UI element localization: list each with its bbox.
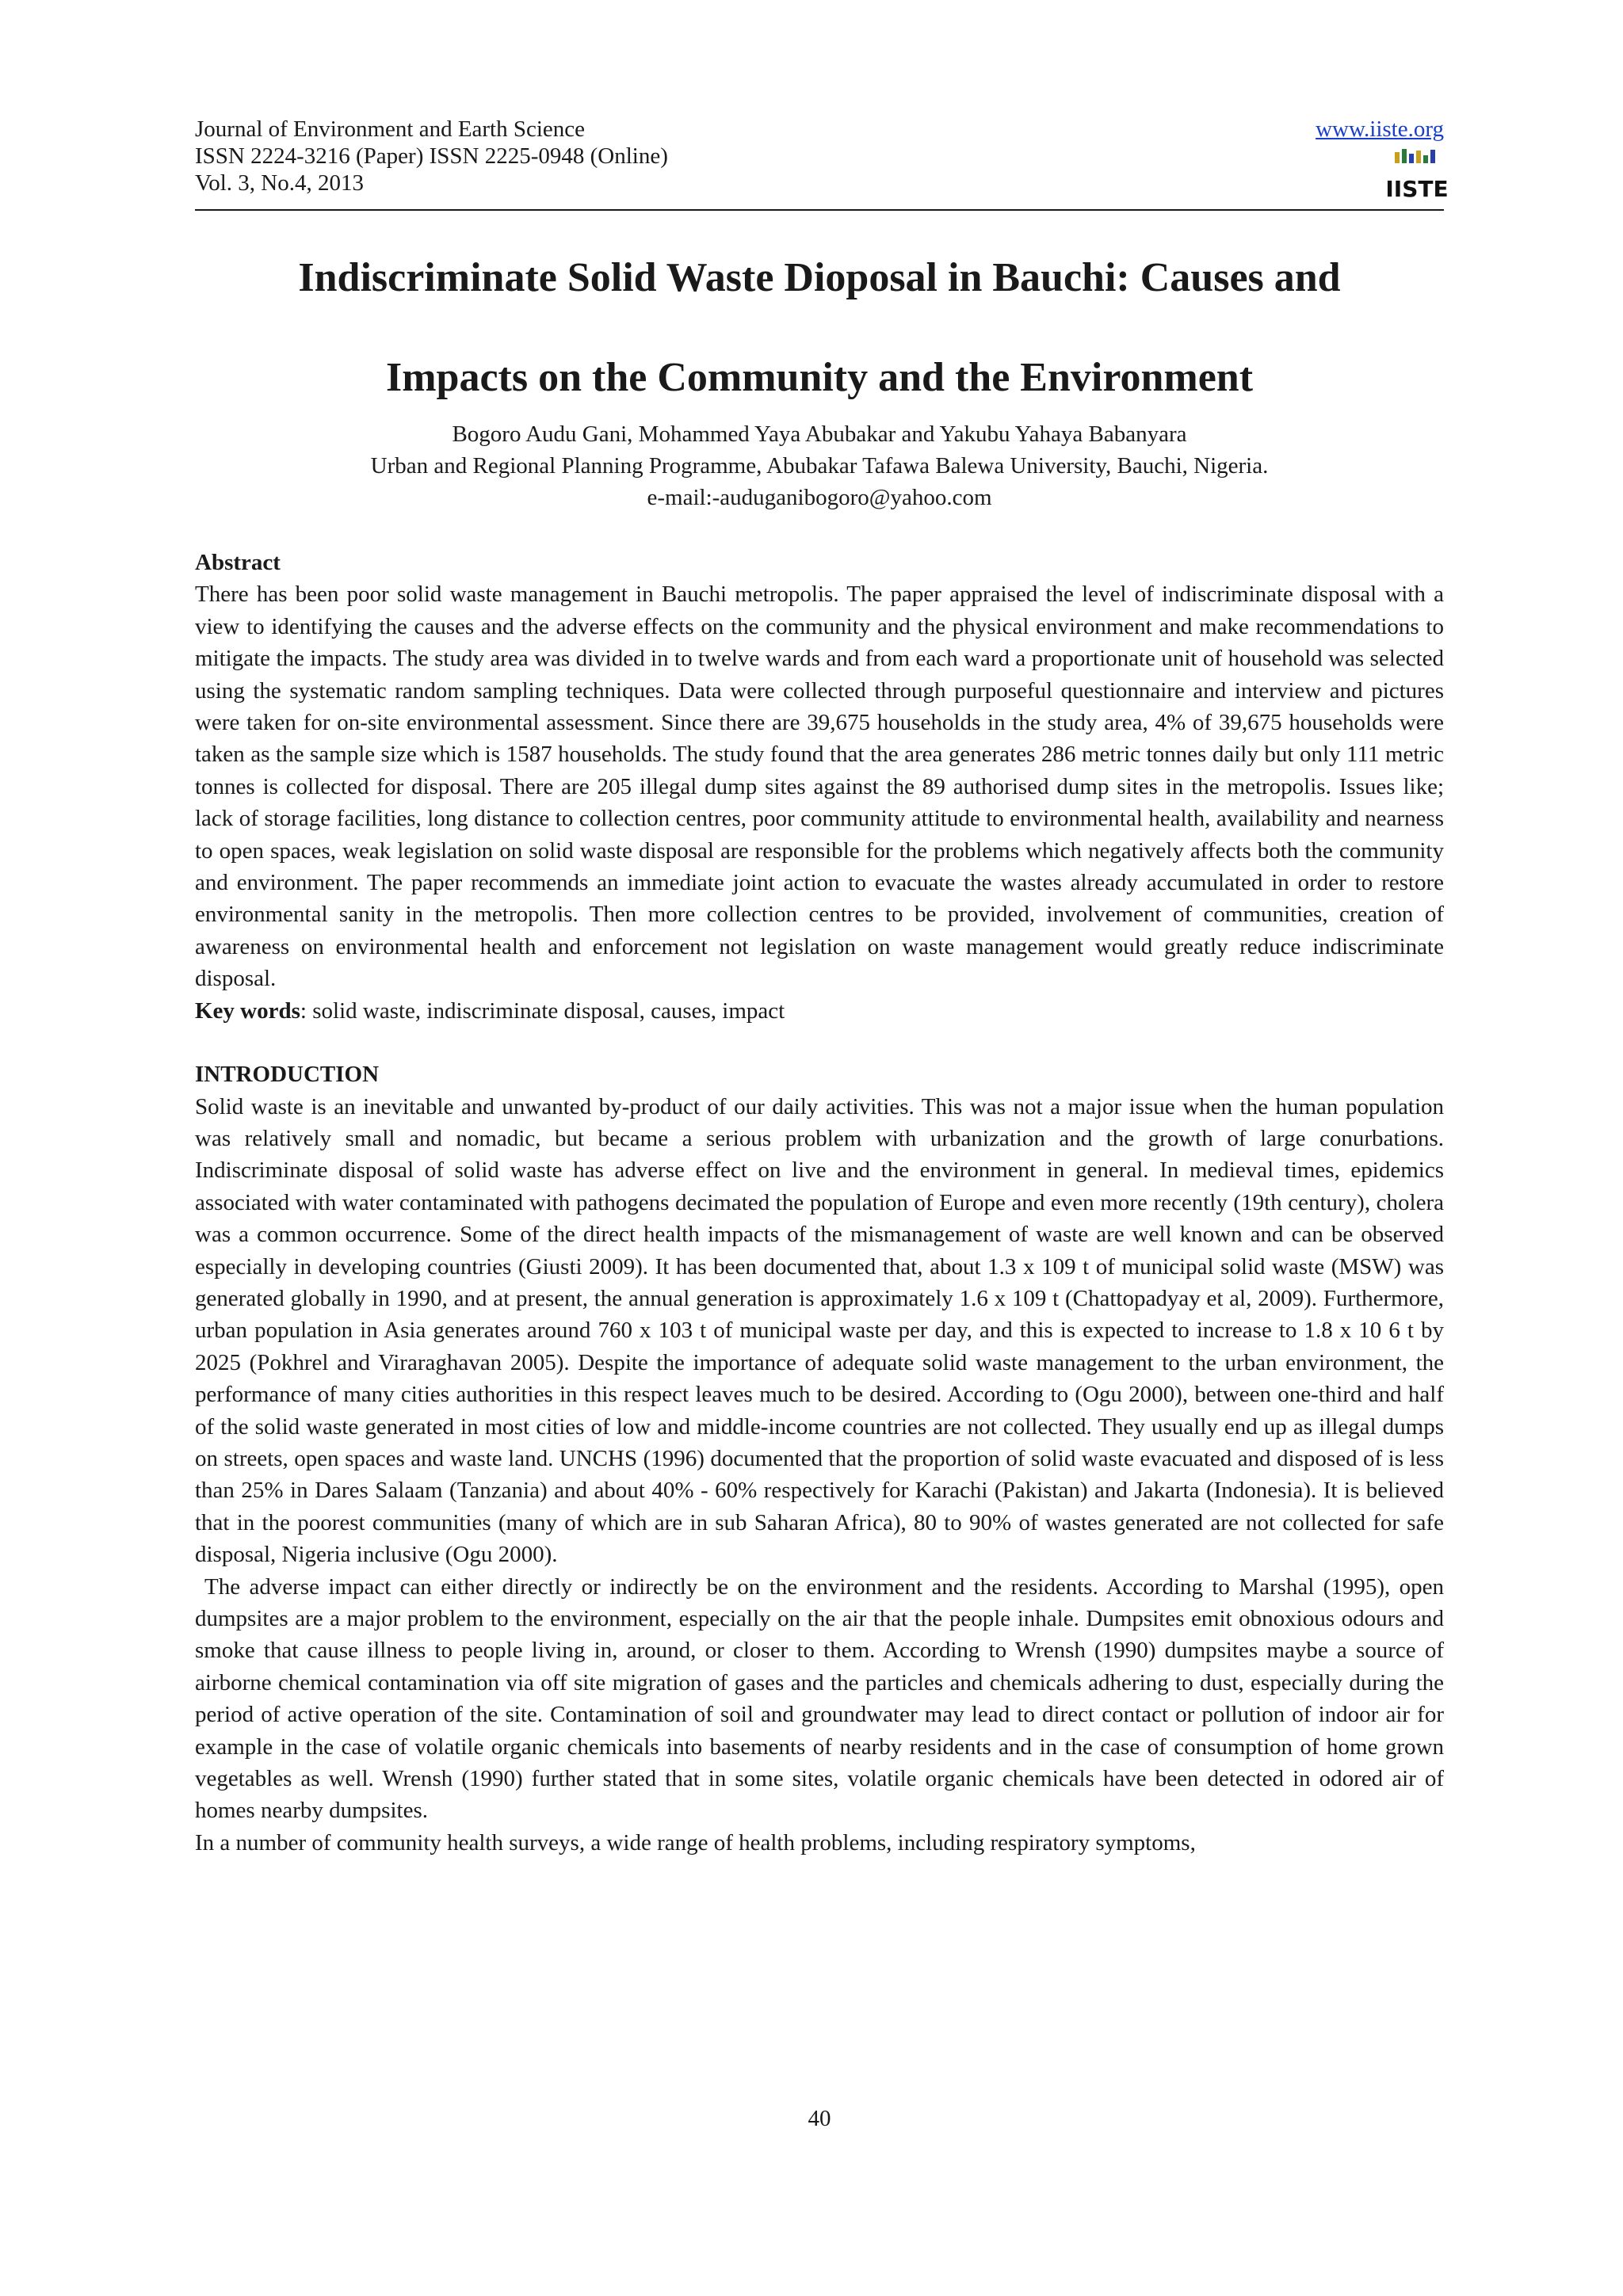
keywords-text: : solid waste, indiscriminate disposal, causes, impact <box>300 997 785 1024</box>
paper-title <box>195 228 1444 428</box>
paper-body <box>195 547 1444 1859</box>
header-rule <box>195 209 1444 211</box>
author-affiliation: Urban and Regional Planning Programme, Abubakar Tafawa Balewa University, Bauchi, Nigeria. <box>370 453 1269 479</box>
keywords-line <box>195 995 1444 1027</box>
journal-volume: Vol. 3, No.4, 2013 <box>195 170 364 196</box>
iiste-logo-icon <box>1385 147 1449 203</box>
title-line-1: Indiscriminate Solid Waste Dioposal in Bauchi: Causes and <box>298 255 1341 300</box>
abstract-heading: Abstract <box>195 550 281 575</box>
journal-info <box>195 116 668 196</box>
introduction-heading: INTRODUCTION <box>195 1062 380 1088</box>
journal-url-link[interactable]: www.iiste.org <box>1316 116 1444 142</box>
journal-issn: ISSN 2224-3216 (Paper) ISSN 2225-0948 (Online) <box>195 143 668 169</box>
author-block <box>195 418 1444 513</box>
introduction-paragraph-2: The adverse impact can either directly or indirectly be on the environment and the residents. According to Marshal (1995), open dumpsites are a major problem to the environment, especially on the air that the people inhale. Dumpsites emit obnoxious odours and smoke that cause illness to people living in, around, or closer to them. According to Wrensh (1990) dumpsites maybe a source of airborne chemical contamination via off site migration of gases and the particles and chemicals adhering to dust, especially during the period of active operation of the site. Contamination of soil and groundwater may lead to direct contact or pollution of indoor air for example in the case of volatile organic chemicals into basements of nearby residents and in the case of consumption of home grown vegetables as well. Wrensh (1990) further stated that in some sites, volatile organic chemicals have been detected in odored air of homes nearby dumpsites. <box>195 1573 1444 1824</box>
svg-text:IISTE: IISTE <box>1385 176 1449 202</box>
author-email: e-mail:-auduganibogoro@yahoo.com <box>647 485 992 510</box>
keywords-label: Key words <box>195 997 300 1024</box>
journal-header <box>195 116 1449 211</box>
page-number: 40 <box>808 2106 831 2131</box>
introduction-paragraph-3: In a number of community health surveys, a wide range of health problems, including respiratory symptoms, <box>195 1829 1196 1855</box>
abstract-text: There has been poor solid waste management in Bauchi metropolis. The paper appraised the level of indiscriminate disposal with a view to identifying the causes and the adverse effects on the community and the physical environment and make recommendations to mitigate the impacts. The study area was divided in to twelve wards and from each ward a proportionate unit of household was selected using the systematic random sampling techniques. Data were collected through purposeful questionnaire and interview and pictures were taken for on-site environmental assessment. Since there are 39,675 households in the study area, 4% of 39,675 households were taken as the sample size which is 1587 households. The study found that the area generates 286 metric tonnes daily but only 111 metric tonnes is collected for disposal. There are 205 illegal dump sites against the 89 authorised dump sites in the metropolis. Issues like; lack of storage facilities, long distance to collection centres, poor community attitude to environmental health, availability and nearness to open spaces, weak legislation on solid waste disposal are responsible for the problems which negatively affects both the community and environment. The paper recommends an immediate joint action to evacuate the wastes already accumulated in order to restore environmental sanity in the metropolis. Then more collection centres to be provided, involvement of communities, creation of awareness on environmental health and enforcement not legislation on waste management would greatly reduce indiscriminate disposal. <box>195 582 1444 992</box>
introduction-paragraph-1: Solid waste is an inevitable and unwanted by-product of our daily activities. This was not a major issue when the human population was relatively small and nomadic, but became a serious problem with urbanization and the growth of large conurbations. Indiscriminate disposal of solid waste has adverse effect on live and the environment in general. In medieval times, epidemics associated with water contaminated with pathogens decimated the population of Europe and even more recently (19th century), cholera was a common occurrence. Some of the direct health impacts of the mismanagement of waste are well known and can be observed especially in developing countries (Giusti 2009). It has been documented that, about 1.3 x 109 t of municipal solid waste (MSW) was generated globally in 1990, and at present, the annual generation is approximately 1.6 x 109 t (Chattopadyay et al, 2009). Furthermore, urban population in Asia generates around 760 x 103 t of municipal waste per day, and this is expected to increase to 1.8 x 10 6 t by 2025 (Pokhrel and Viraraghavan 2005). Despite the importance of adequate solid waste management to the urban environment, the performance of many cities authorities in this respect leaves much to be desired. According to (Ogu 2000), between one-third and half of the solid waste generated in most cities of low and middle-income countries are not collected. They usually end up as illegal dumps on streets, open spaces and waste land. UNCHS (1996) documented that the proportion of solid waste evacuated and disposed of is less than 25% in Dares Salaam (Tanzania) and about 40% - 60% respectively for Karachi (Pakistan) and Jakarta (Indonesia). It is believed that in the poorest communities (many of which are in sub Saharan Africa), 80 to 90% of wastes generated are not collected for safe disposal, Nigeria inclusive (Ogu 2000). <box>195 1093 1444 1568</box>
title-line-2: Impacts on the Community and the Environment <box>385 355 1254 400</box>
author-names: Bogoro Audu Gani, Mohammed Yaya Abubakar and Yakubu Yahaya Babanyara <box>452 421 1187 447</box>
journal-name: Journal of Environment and Earth Science <box>195 116 586 142</box>
